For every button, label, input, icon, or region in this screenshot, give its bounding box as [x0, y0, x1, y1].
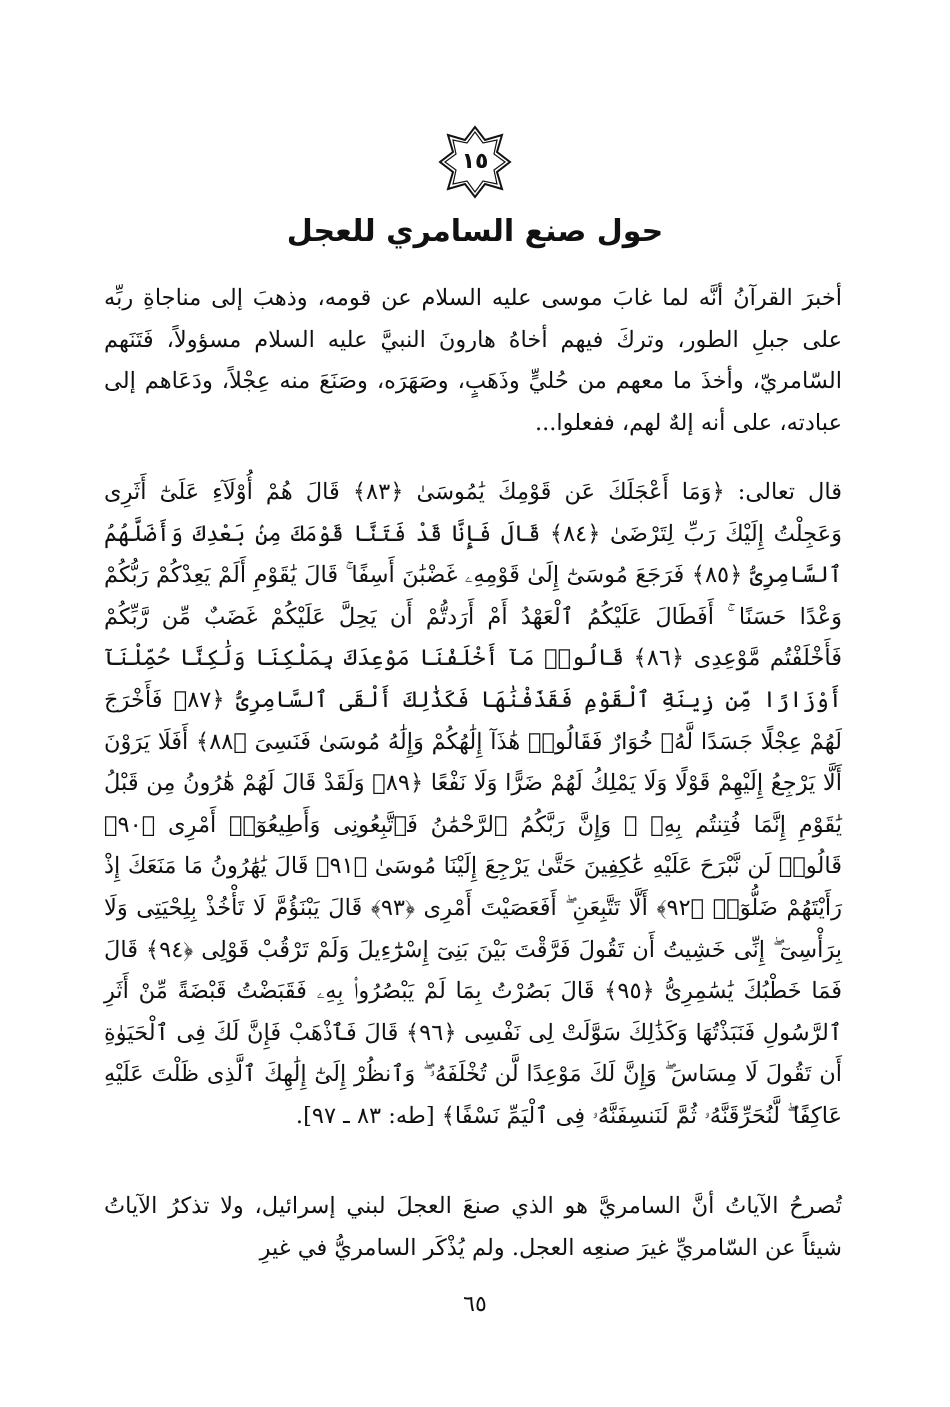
commentary-paragraph: تُصرحُ الآياتُ أنَّ السامريَّ هو الذي صنعَ العجلَ لبني إسرائيل، ولا تذكرُ الآياتُ شيئاً عن السّامريِّ غيرَ صنعِه العجل. ولم يُذْكَر السامريُّ في غيرِ — [104, 1193, 842, 1261]
chapter-number: ١٥ — [461, 149, 489, 174]
chapter-title: حول صنع السامري للعجل — [286, 214, 664, 249]
chapter-number-badge — [437, 124, 513, 200]
quran-quote-paragraph: قال تعالى: ﴿وَمَا أَعْجَلَكَ عَن قَوْمِكَ يَٰمُوسَىٰ ﴿٨٣﴾ قَالَ هُمْ أُوْلَآءِ عَلَىٰٓ أَثَرِى وَعَجِلْتُ إِلَيْكَ رَبِّ لِتَرْضَىٰ ﴿٨٤﴾ قَالَ فَإِنَّا قَدْ فَتَنَّا قَوْمَكَ مِنۢ بَعْدِكَ وَأَضَلَّهُمُ ٱلسَّامِرِىُّ ﴿٨٥﴾ فَرَجَعَ مُوسَىٰٓ إِلَىٰ قَوْمِهِۦ غَضْبَٰنَ أَسِفًا ۚ قَالَ يَٰقَوْمِ أَلَمْ يَعِدْكُمْ رَبُّكُمْ وَعْدًا حَسَنًا ۚ أَفَطَالَ عَلَيْكُمُ ٱلْعَهْدُ أَمْ أَرَدتُّمْ أَن يَحِلَّ عَلَيْكُمْ غَضَبٌ مِّن رَّبِّكُمْ فَأَخْلَفْتُم مَّوْعِدِى ﴿٨٦﴾ قَالُوا۟ مَآ أَخْلَفْنَا مَوْعِدَكَ بِمَلْكِنَا وَلَٰكِنَّا حُمِّلْنَآ أَوْزَارًا مِّن زِينَةِ ٱلْقَوْمِ فَقَذَفْنَٰهَا فَكَذَٰلِكَ أَلْقَى ٱلسَّامِرِىُّ ﴿٨٧﴾ فَأَخْرَجَ لَهُمْ عِجْلًا جَسَدًا لَّهُۥ خُوَارٌ فَقَالُوا۟ هَٰذَآ إِلَٰهُكُمْ وَإِلَٰهُ مُوسَىٰ فَنَسِىَ ﴿٨٨﴾ أَفَلَا يَرَوْنَ أَلَّا يَرْجِعُ إِلَيْهِمْ قَوْلًا وَلَا يَمْلِكُ لَهُمْ ضَرًّا وَلَا نَفْعًا ﴿٨٩﴾ وَلَقَدْ قَالَ لَهُمْ هَٰرُونُ مِن قَبْلُ يَٰقَوْمِ إِنَّمَا فُتِنتُم بِهِۦ ۖ وَإِنَّ رَبَّكُمُ ٱلرَّحْمَٰنُ فَٱتَّبِعُونِى وَأَطِيعُوٓا۟ أَمْرِى ﴿٩٠﴾ قَالُوا۟ لَن نَّبْرَحَ عَلَيْهِ عَٰكِفِينَ حَتَّىٰ يَرْجِعَ إِلَيْنَا مُوسَىٰ ﴿٩١﴾ قَالَ يَٰهَٰرُونُ مَا مَنَعَكَ إِذْ رَأَيْتَهُمْ ضَلُّوٓا۟ ﴿٩٢﴾ أَلَّا تَتَّبِعَنِ ۖ أَفَعَصَيْتَ أَمْرِى ﴿٩٣﴾ قَالَ يَبْنَؤُمَّ لَا تَأْخُذْ بِلِحْيَتِى وَلَا بِرَأْسِىٓ ۖ إِنِّى خَشِيتُ أَن تَقُولَ فَرَّقْتَ بَيْنَ بَنِىٓ إِسْرَٰٓءِيلَ وَلَمْ تَرْقُبْ قَوْلِى ﴿٩٤﴾ قَالَ فَمَا خَطْبُكَ يَٰسَٰمِرِىُّ ﴿٩٥﴾ قَالَ بَصُرْتُ بِمَا لَمْ يَبْصُرُوا۟ بِهِۦ فَقَبَضْتُ قَبْضَةً مِّنْ أَثَرِ ٱلرَّسُولِ فَنَبَذْتُهَا وَكَذَٰلِكَ سَوَّلَتْ لِى نَفْسِى ﴿٩٦﴾ قَالَ فَٱذْهَبْ فَإِنَّ لَكَ فِى ٱلْحَيَوٰةِ أَن تَقُولَ لَا مِسَاسَ ۖ وَإِنَّ لَكَ مَوْعِدًا لَّن تُخْلَفَهُۥ ۖ وَٱنظُرْ إِلَىٰٓ إِلَٰهِكَ ٱلَّذِى ظَلْتَ عَلَيْهِ عَاكِفًا ۖ لَّنُحَرِّقَنَّهُۥ ثُمَّ لَنَنسِفَنَّهُۥ فِى ٱلْيَمِّ نَسْفًا﴾ [طه: ٨٣ ـ ٩٧]. — [104, 479, 843, 1129]
intro-paragraph: أخبرَ القرآنُ أنَّه لما غابَ موسى عليه السلام عن قومه، وذهبَ إلى مناجاةِ ربِّه على جبلِ الطور، وتركَ فيهم أخاهُ هارونَ النبيَّ عليه السلام مسؤولاً، فَتَنَهم السّامريّ، وأخذَ ما معهم من حُليٍّ وذَهَبٍ، وصَهَرَه، وصَنَعَ منه عِجْلاً، ودَعَاهم إلى عبادته، على أنه إلهٌ لهم، ففعلوا... — [104, 285, 842, 436]
page-number: ٦٥ — [463, 1292, 487, 1317]
